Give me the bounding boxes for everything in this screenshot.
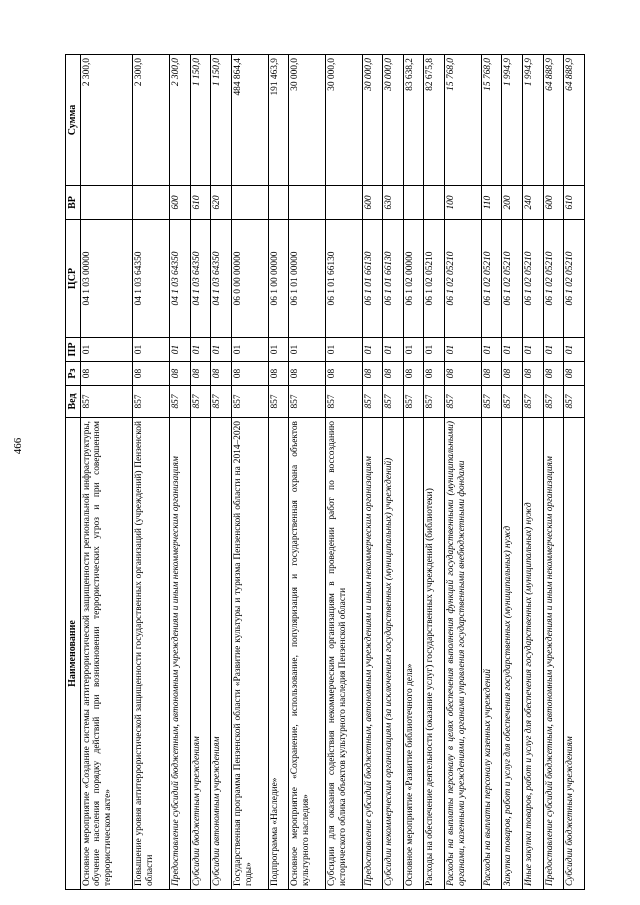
- cell-ved: 857: [133, 386, 170, 418]
- cell-vr: [403, 186, 424, 220]
- cell-pr: 01: [522, 338, 543, 362]
- cell-csr: 06 1 01 66130: [362, 220, 383, 338]
- cell-pr: 01: [564, 338, 585, 362]
- cell-csr: 04 1 03 64350: [190, 220, 211, 338]
- cell-csr: 06 1 02 05210: [424, 220, 445, 338]
- header-rz: Рз: [66, 362, 81, 386]
- page-number: 466: [12, 437, 24, 455]
- rotated-table-container: [65, 55, 585, 890]
- cell-pr: 01: [383, 338, 404, 362]
- cell-name: Основное мероприятие «Сохранение, использование, популяризация и государственная охрана объектов культурного наследия»: [289, 418, 326, 890]
- cell-pr: 01: [502, 338, 523, 362]
- cell-pr: 01: [543, 338, 564, 362]
- cell-vr: [231, 186, 268, 220]
- cell-name: Расходы на выплаты персоналу казенных учреждений: [481, 418, 502, 890]
- cell-rz: 08: [211, 362, 232, 386]
- cell-sum: 30 000,0: [383, 55, 404, 186]
- cell-name: Субсидии бюджетным учреждениям: [564, 418, 585, 890]
- table-row: [424, 55, 445, 890]
- cell-sum: 1 150,0: [190, 55, 211, 186]
- cell-vr: 630: [383, 186, 404, 220]
- cell-csr: 06 1 02 05210: [543, 220, 564, 338]
- cell-pr: 01: [445, 338, 482, 362]
- cell-pr: 01: [211, 338, 232, 362]
- cell-name: Основное мероприятие «Развитие библиотечного дела»: [403, 418, 424, 890]
- cell-ved: 857: [383, 386, 404, 418]
- cell-ved: 857: [502, 386, 523, 418]
- cell-csr: 06 1 01 00000: [289, 220, 326, 338]
- cell-csr: 04 1 03 64350: [170, 220, 191, 338]
- cell-vr: 600: [362, 186, 383, 220]
- cell-vr: 600: [543, 186, 564, 220]
- table-row: [211, 55, 232, 890]
- cell-sum: 15 768,0: [481, 55, 502, 186]
- cell-rz: 08: [424, 362, 445, 386]
- cell-csr: 04 1 03 00000: [80, 220, 133, 338]
- cell-vr: [424, 186, 445, 220]
- cell-pr: 01: [190, 338, 211, 362]
- table-row: [522, 55, 543, 890]
- cell-sum: 83 638,2: [403, 55, 424, 186]
- table-row: [190, 55, 211, 890]
- cell-ved: 857: [211, 386, 232, 418]
- cell-pr: 01: [325, 338, 362, 362]
- cell-pr: 01: [231, 338, 268, 362]
- cell-pr: 01: [481, 338, 502, 362]
- cell-sum: 1 994,9: [522, 55, 543, 186]
- cell-ved: 857: [424, 386, 445, 418]
- cell-csr: 06 1 01 66130: [325, 220, 362, 338]
- cell-pr: 01: [133, 338, 170, 362]
- cell-rz: 08: [564, 362, 585, 386]
- cell-pr: 01: [403, 338, 424, 362]
- cell-csr: 04 1 03 64350: [133, 220, 170, 338]
- header-sum: Сумма: [66, 55, 81, 186]
- cell-rz: 08: [231, 362, 268, 386]
- cell-rz: 08: [80, 362, 133, 386]
- table-body: [80, 55, 585, 890]
- header-name: Наименование: [66, 418, 81, 890]
- cell-ved: 857: [289, 386, 326, 418]
- cell-name: Предоставление субсидий бюджетным, автономным учреждениям и иным некоммерческим организациям: [170, 418, 191, 890]
- cell-pr: 01: [80, 338, 133, 362]
- cell-name: Расходы на обеспечение деятельности (оказание услуг) государственных учреждений (библиотеки): [424, 418, 445, 890]
- cell-sum: 2 300,0: [170, 55, 191, 186]
- cell-sum: 1 994,9: [502, 55, 523, 186]
- cell-vr: 100: [445, 186, 482, 220]
- cell-vr: 110: [481, 186, 502, 220]
- cell-sum: 15 768,0: [445, 55, 482, 186]
- cell-sum: 484 864,4: [231, 55, 268, 186]
- cell-rz: 08: [133, 362, 170, 386]
- cell-csr: 06 1 02 05210: [522, 220, 543, 338]
- cell-sum: 2 300,0: [133, 55, 170, 186]
- cell-csr: 06 1 02 05210: [445, 220, 482, 338]
- cell-ved: 857: [170, 386, 191, 418]
- cell-vr: 610: [190, 186, 211, 220]
- cell-rz: 08: [170, 362, 191, 386]
- cell-sum: 30 000,0: [362, 55, 383, 186]
- cell-sum: 30 000,0: [289, 55, 326, 186]
- cell-rz: 08: [362, 362, 383, 386]
- header-vr: ВР: [66, 186, 81, 220]
- table-row: [564, 55, 585, 890]
- header-row: [66, 55, 81, 890]
- cell-ved: 857: [403, 386, 424, 418]
- cell-name: Субсидии бюджетным учреждениям: [190, 418, 211, 890]
- cell-vr: 240: [522, 186, 543, 220]
- cell-name: Субсидии для оказания содействия некоммерческим организациям в проведении работ по воссозданию исторического облика объектов культурного наследия Пензенской области: [325, 418, 362, 890]
- table-row: [403, 55, 424, 890]
- cell-csr: 06 1 00 00000: [268, 220, 289, 338]
- cell-rz: 08: [289, 362, 326, 386]
- cell-ved: 857: [445, 386, 482, 418]
- cell-ved: 857: [522, 386, 543, 418]
- cell-sum: 64 888,9: [564, 55, 585, 186]
- cell-name: Государственная программа Пензенской области «Развитие культуры и туризма Пензенской области на 2014–2020 годы»: [231, 418, 268, 890]
- cell-csr: 06 1 01 66130: [383, 220, 404, 338]
- cell-pr: 01: [170, 338, 191, 362]
- cell-name: Предоставление субсидий бюджетным, автономным учреждениям и иным некоммерческим организациям: [543, 418, 564, 890]
- header-ved: Вед: [66, 386, 81, 418]
- cell-rz: 08: [502, 362, 523, 386]
- cell-sum: 82 675,8: [424, 55, 445, 186]
- cell-pr: 01: [362, 338, 383, 362]
- cell-rz: 08: [190, 362, 211, 386]
- cell-ved: 857: [325, 386, 362, 418]
- table-row: [80, 55, 133, 890]
- cell-sum: 1 150,0: [211, 55, 232, 186]
- cell-name: Повышение уровня антитеррористической защищенности государственных организаций (учреждений) Пензенской области: [133, 418, 170, 890]
- table-row: [231, 55, 268, 890]
- table-row: [362, 55, 383, 890]
- cell-name: Основное мероприятие «Создание системы антитеррористической защищенности региональной инфраструктуры, обучение населения порядку действий при возникновении террористических угроз и при совершенном террористическом акте»: [80, 418, 133, 890]
- cell-vr: [133, 186, 170, 220]
- cell-ved: 857: [362, 386, 383, 418]
- cell-ved: 857: [231, 386, 268, 418]
- cell-rz: 08: [522, 362, 543, 386]
- table-row: [502, 55, 523, 890]
- cell-rz: 08: [325, 362, 362, 386]
- cell-csr: 06 1 02 05210: [481, 220, 502, 338]
- cell-ved: 857: [481, 386, 502, 418]
- table-row: [481, 55, 502, 890]
- header-pr: ПР: [66, 338, 81, 362]
- table-row: [268, 55, 289, 890]
- cell-sum: 191 463,9: [268, 55, 289, 186]
- cell-rz: 08: [543, 362, 564, 386]
- cell-ved: 857: [80, 386, 133, 418]
- cell-ved: 857: [268, 386, 289, 418]
- cell-vr: [325, 186, 362, 220]
- table-row: [325, 55, 362, 890]
- table-row: [170, 55, 191, 890]
- cell-pr: 01: [268, 338, 289, 362]
- cell-rz: 08: [383, 362, 404, 386]
- cell-csr: 06 1 02 00000: [403, 220, 424, 338]
- table-row: [383, 55, 404, 890]
- cell-ved: 857: [543, 386, 564, 418]
- cell-vr: 610: [564, 186, 585, 220]
- cell-name: Закупка товаров, работ и услуг для обеспечения государственных (муниципальных) нужд: [502, 418, 523, 890]
- cell-sum: 2 300,0: [80, 55, 133, 186]
- table-row: [133, 55, 170, 890]
- table-row: [445, 55, 482, 890]
- cell-vr: [80, 186, 133, 220]
- cell-vr: [268, 186, 289, 220]
- cell-rz: 08: [445, 362, 482, 386]
- cell-name: Подпрограмма «Наследие»: [268, 418, 289, 890]
- cell-name: Предоставление субсидий бюджетным, автономным учреждениям и иным некоммерческим организациям: [362, 418, 383, 890]
- cell-ved: 857: [564, 386, 585, 418]
- header-csr: ЦСР: [66, 220, 81, 338]
- cell-csr: 06 1 02 05210: [564, 220, 585, 338]
- cell-vr: 620: [211, 186, 232, 220]
- cell-csr: 06 0 00 00000: [231, 220, 268, 338]
- cell-vr: 200: [502, 186, 523, 220]
- cell-pr: 01: [289, 338, 326, 362]
- cell-sum: 30 000,0: [325, 55, 362, 186]
- cell-name: Расходы на выплаты персоналу в целях обеспечения выполнения функций государственными (муниципальными) органами, казенными учреждениями, органами управления государственными внебюджетными фондами: [445, 418, 482, 890]
- cell-rz: 08: [481, 362, 502, 386]
- cell-name: Субсидии некоммерческим организациям (за исключением государственных (муниципальных) учреждений): [383, 418, 404, 890]
- cell-csr: 04 1 03 64350: [211, 220, 232, 338]
- cell-name: Иные закупки товаров, работ и услуг для обеспечения государственных (муниципальных) нужд: [522, 418, 543, 890]
- cell-vr: [289, 186, 326, 220]
- table-row: [289, 55, 326, 890]
- cell-ved: 857: [190, 386, 211, 418]
- cell-pr: 01: [424, 338, 445, 362]
- cell-rz: 08: [268, 362, 289, 386]
- budget-table: [65, 54, 585, 890]
- cell-rz: 08: [403, 362, 424, 386]
- table-row: [543, 55, 564, 890]
- cell-sum: 64 888,9: [543, 55, 564, 186]
- cell-csr: 06 1 02 05210: [502, 220, 523, 338]
- cell-name: Субсидии автономным учреждениям: [211, 418, 232, 890]
- cell-vr: 600: [170, 186, 191, 220]
